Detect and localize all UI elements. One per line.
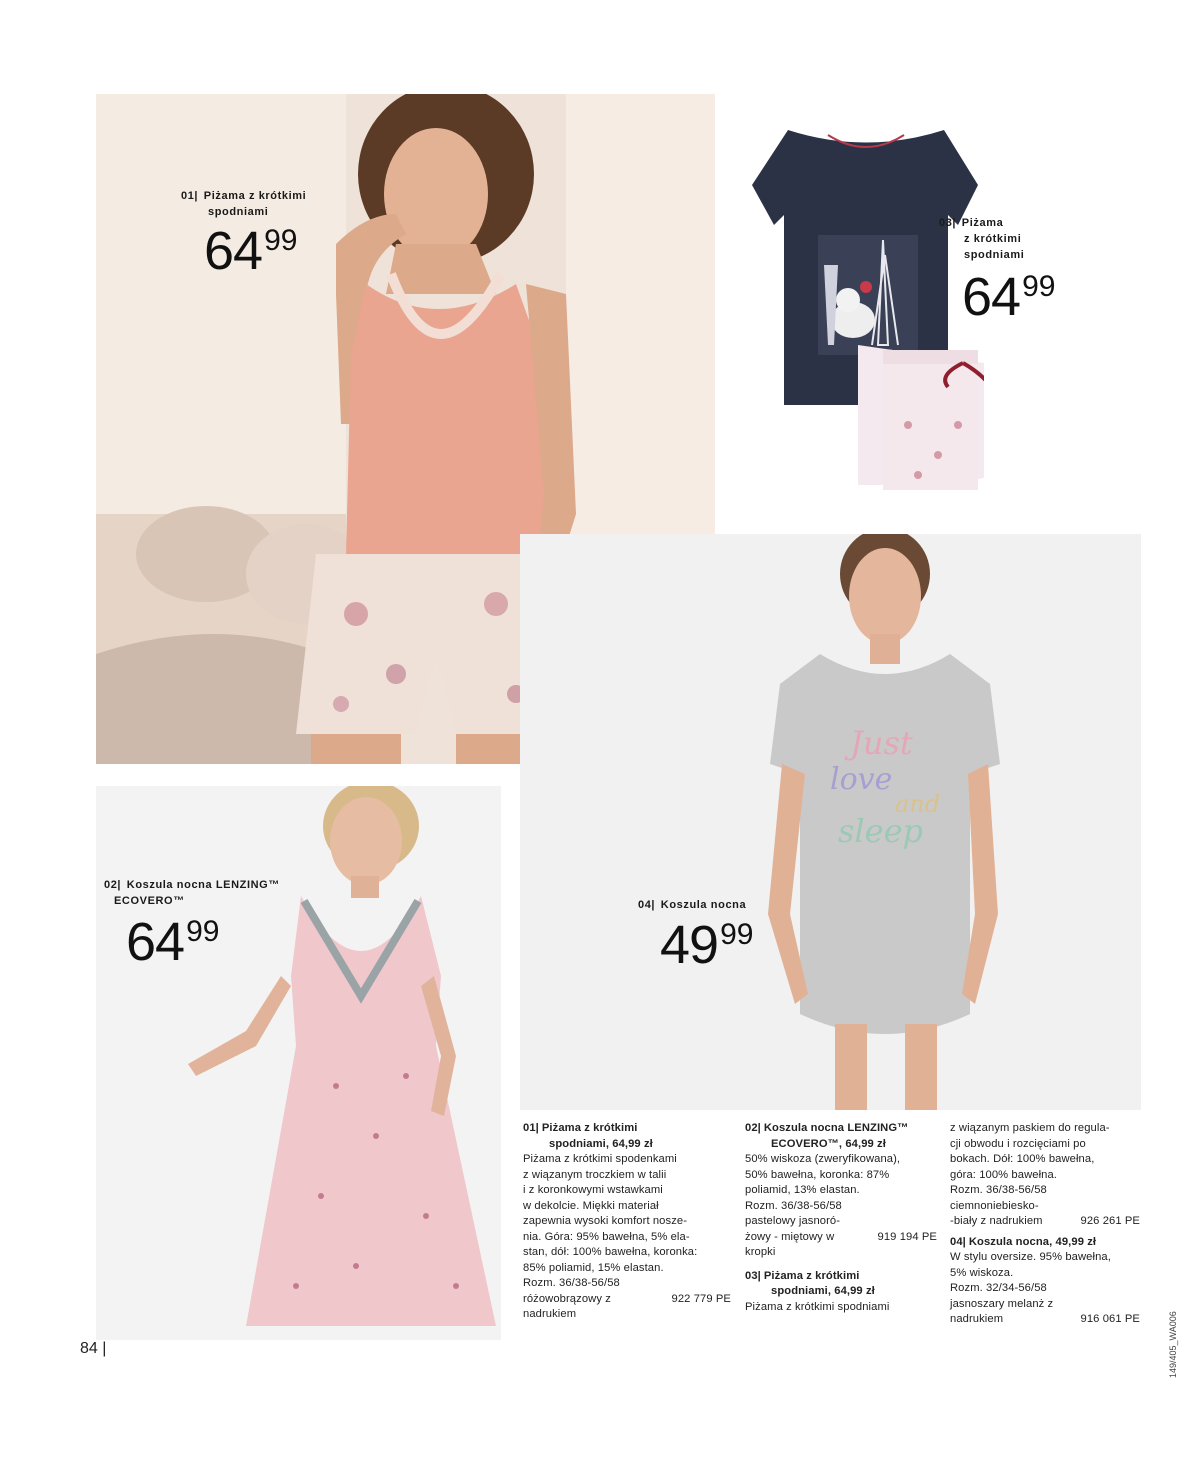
description-line-text: nadrukiem xyxy=(523,1308,577,1320)
description-01 xyxy=(523,1121,731,1323)
catalog-code: 149/405_WA006 xyxy=(1168,1311,1178,1378)
price-main: 49 xyxy=(660,915,719,975)
article-code: 916 061 PE xyxy=(1080,1313,1140,1325)
article-code: 926 261 PE xyxy=(1080,1215,1140,1227)
price-main: 64 xyxy=(126,912,185,972)
price-cents: 99 xyxy=(186,915,220,948)
description-number: 02| xyxy=(745,1122,761,1134)
description-line: w dekolcie. Miękki materiał xyxy=(523,1199,659,1212)
description-heading xyxy=(745,1269,937,1285)
label-title-line3: spodniami xyxy=(964,249,1025,261)
description-line: ciemnoniebiesko- xyxy=(950,1199,1039,1212)
description-line: kropki xyxy=(745,1246,776,1258)
description-line: 85% poliamid, 15% elastan. xyxy=(523,1261,664,1274)
description-line-text: różowobrązowy z xyxy=(523,1292,611,1305)
description-heading xyxy=(745,1121,937,1137)
price-cents: 99 xyxy=(1022,270,1056,303)
description-line: poliamid, 13% elastan. xyxy=(745,1184,860,1196)
description-line: pastelowy jasnoró- xyxy=(745,1215,841,1227)
page-number: 84 | xyxy=(80,1340,107,1357)
photo-pink-nightdress xyxy=(96,786,501,1340)
description-line xyxy=(950,1312,1140,1328)
label-number: 04| xyxy=(638,899,656,911)
description-number: 03| xyxy=(745,1269,761,1282)
description-line: Rozm. 36/38-56/58 xyxy=(950,1184,1047,1196)
svg-text:love: love xyxy=(830,762,893,797)
description-number: 01| xyxy=(523,1122,539,1134)
svg-text:sleep: sleep xyxy=(838,812,924,850)
description-02-03 xyxy=(745,1121,937,1315)
price-tag-02 xyxy=(126,912,220,972)
description-title-line2: spodniami, 64,99 zł xyxy=(549,1137,653,1150)
description-title-line1: Koszula nocna LENZING™ xyxy=(763,1122,909,1134)
description-line: jasnoszary melanż z xyxy=(950,1297,1054,1310)
description-line: cji obwodu i rozcięciami po xyxy=(950,1137,1086,1150)
description-line: nia. Góra: 95% bawełna, 5% ela- xyxy=(523,1230,690,1243)
article-code: 919 194 PE xyxy=(877,1230,937,1243)
svg-text:and: and xyxy=(895,790,941,818)
description-heading xyxy=(950,1235,1140,1251)
photo-grey-nightshirt xyxy=(520,534,1141,1110)
svg-text:Just: Just xyxy=(850,724,913,762)
label-title-line1: Koszula nocna LENZING™ xyxy=(126,879,280,891)
product-label-02 xyxy=(104,877,280,909)
description-line: zapewnia wysoki komfort nosze- xyxy=(523,1215,688,1227)
product-label-01 xyxy=(181,188,306,220)
label-title-line1: Koszula nocna xyxy=(660,899,747,911)
description-line: stan, dół: 100% bawełna, koronka: xyxy=(523,1246,698,1258)
label-title-line1: Piżama z krótkimi xyxy=(203,190,307,202)
description-line xyxy=(950,1214,1140,1230)
price-tag-01 xyxy=(204,221,298,281)
label-title-line2: ECOVERO™ xyxy=(114,895,185,907)
label-title-line2: z krótkimi xyxy=(964,233,1022,245)
label-number: 02| xyxy=(104,879,122,891)
price-cents: 99 xyxy=(264,224,298,257)
price-cents: 99 xyxy=(720,918,754,951)
description-title-line1: Piżama z krótkimi xyxy=(763,1269,860,1282)
label-number: 03| xyxy=(939,217,957,229)
description-line: z wiązanym paskiem do regula- xyxy=(950,1122,1110,1134)
price-main: 64 xyxy=(962,267,1021,327)
description-title-line1: Piżama z krótkimi xyxy=(541,1122,638,1134)
label-number: 01| xyxy=(181,190,199,202)
description-line: góra: 100% bawełna. xyxy=(950,1168,1058,1181)
price-tag-04 xyxy=(660,915,754,975)
product-label-04 xyxy=(638,897,746,913)
description-line: W stylu oversize. 95% bawełna, xyxy=(950,1251,1111,1263)
description-line: bokach. Dół: 100% bawełna, xyxy=(950,1153,1095,1165)
description-title-line1: Koszula nocna, 49,99 zł xyxy=(968,1235,1097,1248)
description-line: i z koronkowymi wstawkami xyxy=(523,1184,663,1196)
description-line-text: żowy - miętowy w xyxy=(745,1230,835,1243)
price-tag-03 xyxy=(962,267,1056,327)
article-code: 922 779 PE xyxy=(671,1293,731,1305)
description-number: 04| xyxy=(950,1235,966,1248)
description-line: Piżama z krótkimi spodenkami xyxy=(523,1153,677,1165)
description-title-line2: ECOVERO™, 64,99 zł xyxy=(771,1137,886,1150)
description-line: 5% wiskoza. xyxy=(950,1266,1014,1279)
label-title-line1: Piżama xyxy=(961,217,1004,229)
photo-navy-tshirt-pajama xyxy=(748,125,984,510)
description-line: Rozm. 32/34-56/58 xyxy=(950,1282,1047,1294)
description-line: 50% bawełna, koronka: 87% xyxy=(745,1168,890,1181)
description-line: Piżama z krótkimi spodniami xyxy=(745,1300,890,1313)
description-line xyxy=(745,1230,937,1246)
description-heading xyxy=(523,1121,731,1137)
label-title-line2: spodniami xyxy=(208,206,269,218)
description-line-text: -biały z nadrukiem xyxy=(950,1215,1043,1227)
description-title-line2: spodniami, 64,99 zł xyxy=(771,1285,875,1297)
description-line: Rozm. 36/38-56/58 xyxy=(745,1199,842,1212)
product-label-03 xyxy=(939,215,1024,263)
description-line: z wiązanym troczkiem w talii xyxy=(523,1168,667,1181)
description-line-text: nadrukiem xyxy=(950,1313,1004,1325)
price-main: 64 xyxy=(204,221,263,281)
description-line: 50% wiskoza (zweryfikowana), xyxy=(745,1153,901,1165)
description-line: Rozm. 36/38-56/58 xyxy=(523,1277,620,1289)
description-03-04 xyxy=(950,1121,1140,1328)
